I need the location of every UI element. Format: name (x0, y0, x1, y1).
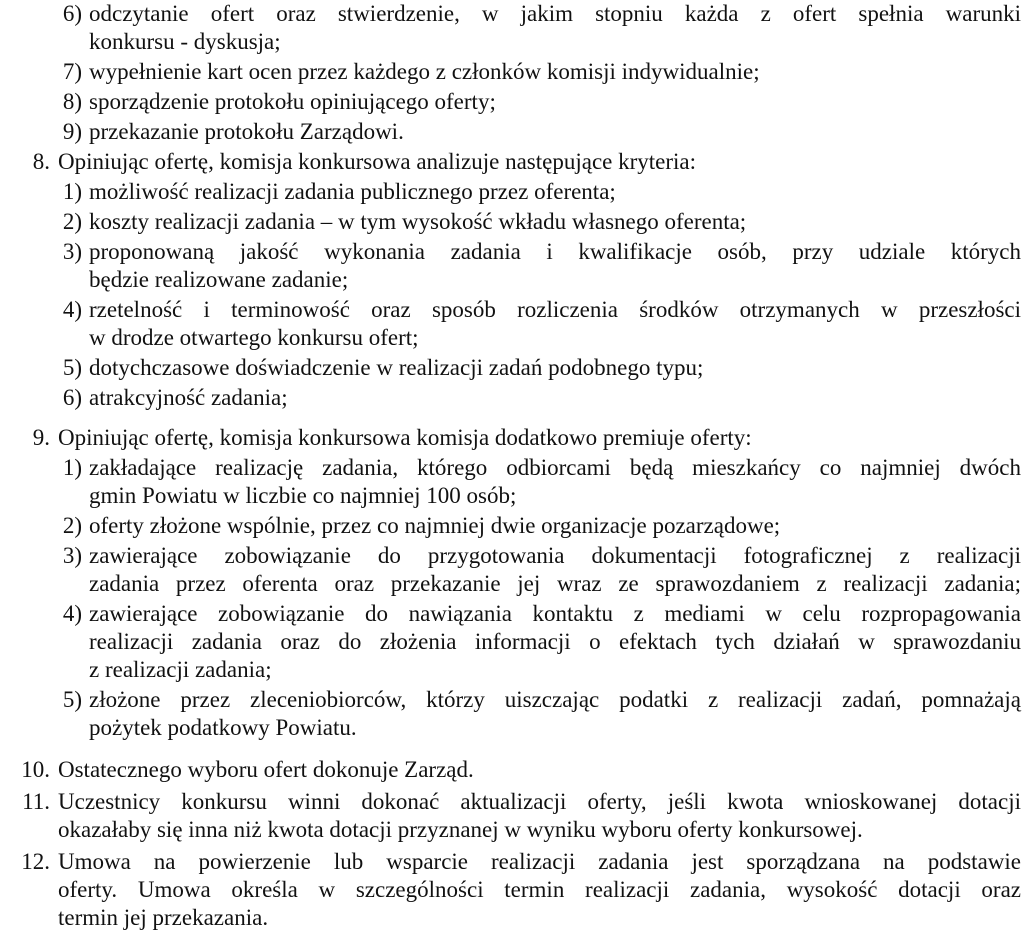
section-number: 8. (32, 149, 50, 174)
item-line: oferty złożone wspólnie, przez co najmniej dwie organizacje pozarządowe; (89, 513, 781, 538)
item-number: 1) (62, 455, 82, 480)
item-number: 6) (62, 1, 82, 26)
item-number: 4) (62, 601, 82, 626)
item-number: 2) (62, 513, 82, 538)
item-line: konkursu - dyskusja; (89, 29, 281, 54)
item-number: 9) (62, 119, 82, 144)
item-line: złożone przez zleceniobiorców, którzy uiszczając podatki z realizacji zadań, pomnażają (89, 687, 1021, 712)
item-line: rzetelność i terminowość oraz sposób rozliczenia środków otrzymanych w przeszłości (89, 297, 1021, 322)
item-line: odczytanie ofert oraz stwierdzenie, w jakim stopniu każda z ofert spełnia warunki (89, 1, 1021, 26)
item-number: 2) (62, 209, 82, 234)
section-line: Uczestnicy konkursu winni dokonać aktualizacji oferty, jeśli kwota wnioskowanej dotacji (58, 789, 1021, 814)
item-number: 8) (62, 89, 82, 114)
item-line: będzie realizowane zadanie; (89, 267, 349, 292)
item-line: sporządzenie protokołu opiniującego oferty; (89, 89, 496, 114)
item-line: atrakcyjność zadania; (89, 385, 288, 410)
item-line: zawierające zobowiązanie do nawiązania kontaktu z mediami w celu rozpropagowania (89, 601, 1021, 626)
item-line: zadania przez oferenta oraz przekazanie jej wraz ze sprawozdaniem z realizacji zadania; (89, 571, 1021, 596)
item-line: wypełnienie kart ocen przez każdego z członków komisji indywidualnie; (89, 59, 760, 84)
item-line: zakładające realizację zadania, którego odbiorcami będą mieszkańcy co najmniej dwóch (89, 455, 1021, 480)
item-number: 5) (62, 355, 82, 380)
section-line: okazałaby się inna niż kwota dotacji przyznanej w wyniku wyboru oferty konkursowej. (58, 817, 863, 842)
section-number: 9. (32, 425, 50, 450)
item-number: 5) (62, 687, 82, 712)
item-line: koszty realizacji zadania – w tym wysokość wkładu własnego oferenta; (89, 209, 747, 234)
item-line: realizacji zadania oraz do złożenia informacji o efektach tych działań w sprawozdaniu (89, 629, 1021, 654)
item-line: dotychczasowe doświadczenie w realizacji zadań podobnego typu; (89, 355, 704, 380)
item-number: 6) (62, 385, 82, 410)
item-line: przekazanie protokołu Zarządowi. (89, 119, 404, 144)
section-line: Ostatecznego wyboru ofert dokonuje Zarząd. (58, 757, 474, 782)
section-number: 10. (21, 757, 50, 782)
item-line: z realizacji zadania; (89, 657, 272, 682)
section-number: 12. (21, 849, 50, 874)
item-line: zawierające zobowiązanie do przygotowania dokumentacji fotograficznej z realizacji (89, 543, 1021, 568)
section-line: termin jej przekazania. (58, 905, 269, 930)
section-line: Umowa na powierzenie lub wsparcie realizacji zadania jest sporządzana na podstawie (58, 849, 1021, 874)
item-line: proponowaną jakość wykonania zadania i kwalifikacje osób, przy udziale których (89, 239, 1021, 264)
section-number: 11. (22, 789, 50, 814)
item-line: pożytek podatkowy Powiatu. (89, 715, 357, 740)
item-number: 7) (62, 59, 82, 84)
item-number: 3) (62, 543, 82, 568)
section-line: oferty. Umowa określa w szczególności termin realizacji zadania, wysokość dotacji oraz (58, 877, 1021, 902)
item-line: w drodze otwartego konkursu ofert; (89, 325, 419, 350)
item-number: 4) (62, 297, 82, 322)
item-line: gmin Powiatu w liczbie co najmniej 100 osób; (89, 483, 517, 508)
item-line: możliwość realizacji zadania publicznego przez oferenta; (89, 179, 616, 204)
section-line: Opiniując ofertę, komisja konkursowa analizuje następujące kryteria: (58, 149, 697, 174)
item-number: 1) (62, 179, 82, 204)
section-line: Opiniując ofertę, komisja konkursowa komisja dodatkowo premiuje oferty: (58, 425, 752, 450)
item-number: 3) (62, 239, 82, 264)
